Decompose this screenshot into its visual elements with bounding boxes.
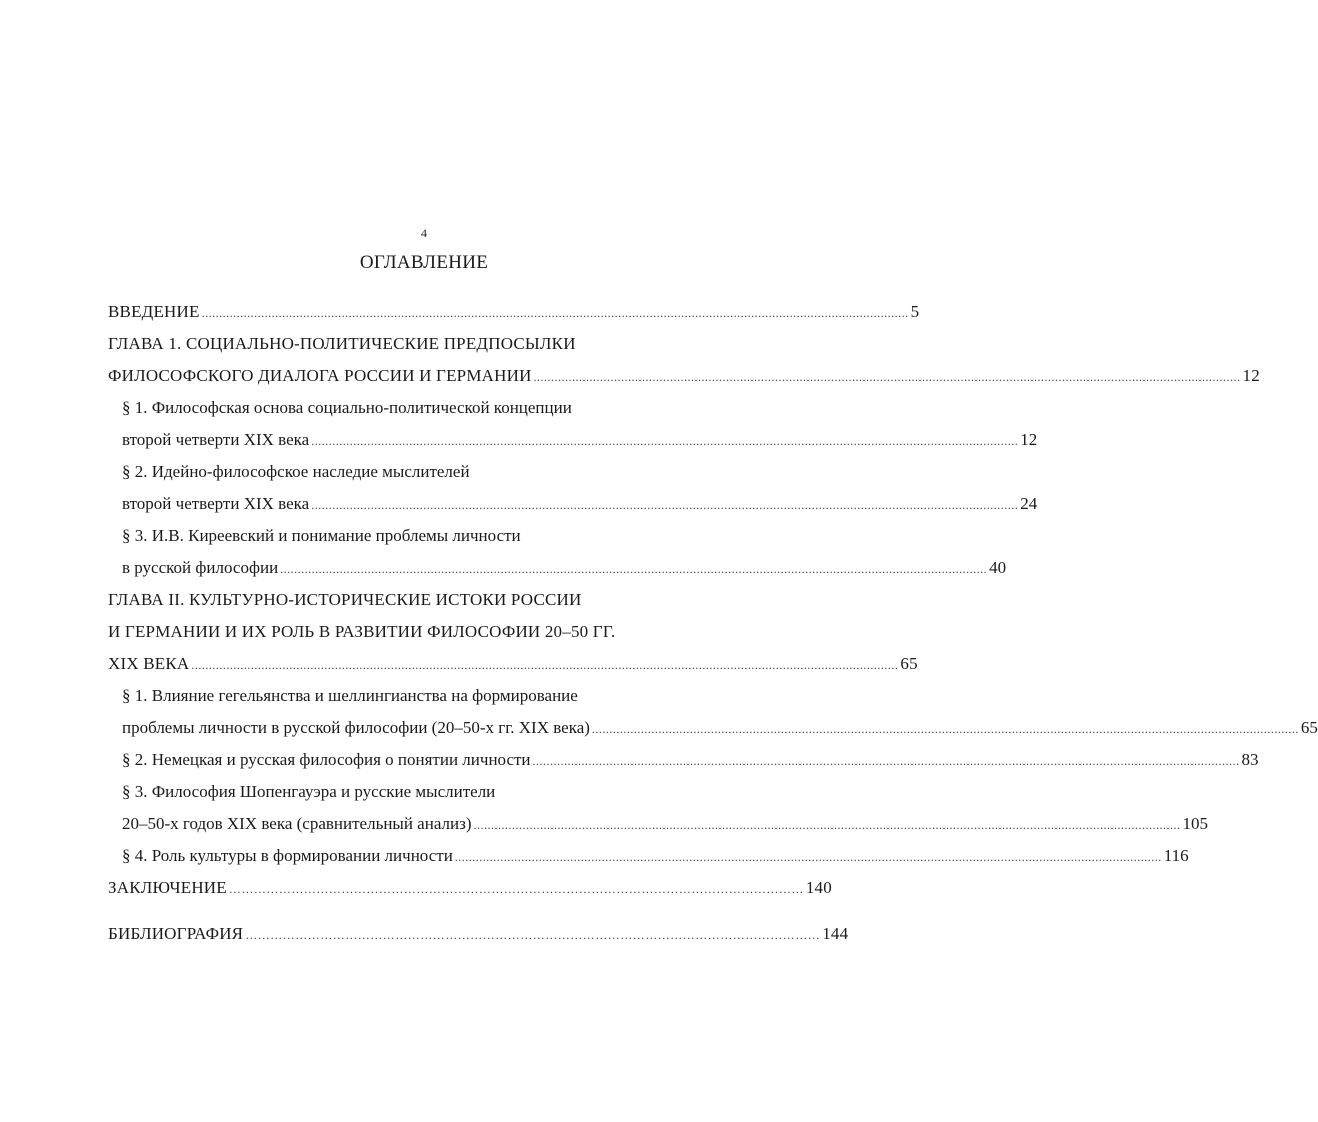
toc-entry-title: ФИЛОСОФСКОГО ДИАЛОГА РОССИИ И ГЕРМАНИИ (108, 366, 532, 385)
toc-entry-page: 140 (805, 878, 832, 897)
toc-entry-page: 105 (1182, 814, 1208, 833)
toc-entry-title: 20–50-х годов XIX века (сравнительный анализ) (122, 814, 472, 833)
toc-entry-title: § 2. Немецкая и русская философия о понятии личности (122, 750, 531, 769)
toc-entry-title: § 4. Роль культуры в формировании личности (122, 846, 453, 865)
toc-section-1-1-line-1: § 1. Философская основа социально-политической концепции (122, 398, 572, 417)
toc-entry-page: 40 (989, 558, 1007, 577)
dot-leader: .......................................................................................................................................................................................................... (201, 306, 909, 320)
dot-leader: ………………………………………………………………………………………………………………………… (228, 882, 804, 896)
toc-entry-title: XIX ВЕКА (108, 654, 190, 673)
toc-entry-bibliography (108, 922, 849, 946)
toc-chapter-1 (108, 364, 1260, 388)
toc-entry-introduction (108, 300, 920, 324)
toc-chapter-1-title-line-1: ГЛАВА 1. СОЦИАЛЬНО-ПОЛИТИЧЕСКИЕ ПРЕДПОСЫЛКИ (108, 334, 576, 353)
toc-chapter-2-title-line-1: ГЛАВА II. КУЛЬТУРНО-ИСТОРИЧЕСКИЕ ИСТОКИ РОССИИ (108, 590, 582, 609)
toc-entry-page: 116 (1163, 846, 1189, 865)
toc-entry-page: 65 (900, 654, 918, 673)
toc-section-1-3 (122, 556, 1007, 580)
toc-section-2-4 (122, 844, 1189, 868)
toc-section-1-1 (122, 428, 1038, 452)
toc-entry-page: 24 (1020, 494, 1038, 513)
toc-heading: ОГЛАВЛЕНИЕ (359, 252, 489, 273)
toc-entry-title: ЗАКЛЮЧЕНИЕ (108, 878, 227, 897)
toc-section-2-1-line-1: § 1. Влияние гегельянства и шеллингианства на формирование (122, 686, 578, 705)
toc-entry-page: 144 (822, 924, 849, 943)
toc-entry-title: второй четверти XIX века (122, 494, 310, 513)
toc-entry-title: в русской философии (122, 558, 279, 577)
dot-leader: .......................................................................................................................................................................................................... (191, 658, 899, 672)
toc-section-1-3-line-1: § 3. И.В. Киреевский и понимание проблемы личности (122, 526, 521, 545)
toc-entry-title: ВВЕДЕНИЕ (108, 302, 200, 321)
toc-section-2-1 (122, 716, 1318, 740)
toc-entry-page: 83 (1241, 750, 1259, 769)
toc-entry-page: 5 (910, 302, 920, 321)
toc-entry-page: 12 (1242, 366, 1260, 385)
toc-section-2-2 (122, 748, 1259, 772)
dot-leader: .......................................................................................................................................................................................................... (280, 562, 988, 576)
toc-entry-title: второй четверти XIX века (122, 430, 310, 449)
dot-leader: .......................................................................................................................................................................................................... (473, 818, 1181, 832)
toc-chapter-2-title-line-2: И ГЕРМАНИИ И ИХ РОЛЬ В РАЗВИТИИ ФИЛОСОФИИ 20–50 ГГ. (108, 622, 616, 641)
dot-leader: .......................................................................................................................................................................................................... (311, 434, 1019, 448)
dot-leader: .......................................................................................................................................................................................................... (533, 370, 1241, 384)
toc-section-1-2-line-1: § 2. Идейно-философское наследие мыслителей (122, 462, 470, 481)
toc-chapter-2 (108, 652, 918, 676)
dot-leader: .......................................................................................................................................................................................................... (454, 850, 1162, 864)
dot-leader: .......................................................................................................................................................................................................... (591, 722, 1299, 736)
toc-section-2-3 (122, 812, 1208, 836)
toc-entry-conclusion (108, 876, 832, 900)
toc-section-2-3-line-1: § 3. Философия Шопенгауэра и русские мыслители (122, 782, 496, 801)
dot-leader: ………………………………………………………………………………………………………………………… (245, 928, 821, 942)
dot-leader: .......................................................................................................................................................................................................... (532, 754, 1240, 768)
toc-entry-page: 12 (1020, 430, 1038, 449)
dot-leader: .......................................................................................................................................................................................................... (311, 498, 1019, 512)
toc-entry-page: 65 (1300, 718, 1318, 737)
page-number: 4 (421, 226, 427, 240)
toc-section-1-2 (122, 492, 1038, 516)
toc-entry-title: проблемы личности в русской философии (20–50-х гг. XIX века) (122, 718, 590, 737)
toc-entry-title: БИБЛИОГРАФИЯ (108, 924, 244, 943)
